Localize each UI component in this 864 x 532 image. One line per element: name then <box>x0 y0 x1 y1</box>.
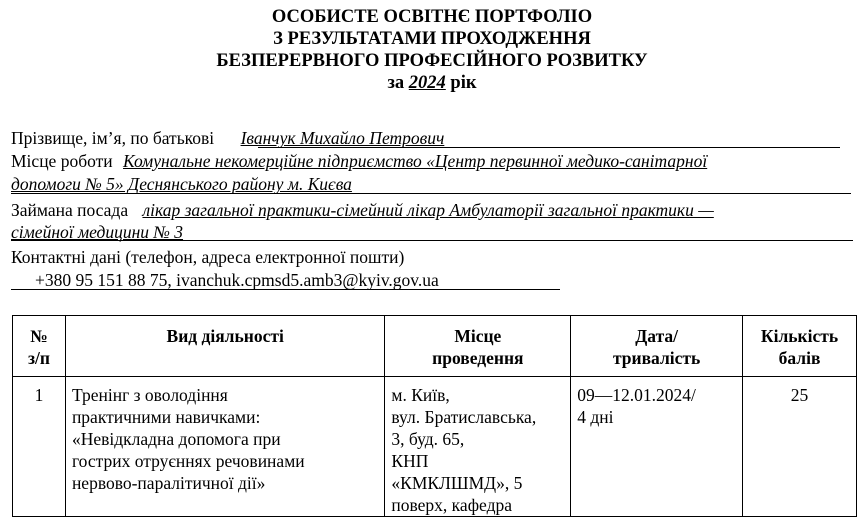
position-value-2: сімейної медицини № 3 <box>11 222 184 242</box>
cell-number: 1 <box>13 377 66 517</box>
header-place: Місце проведення <box>385 316 571 377</box>
position-value-1: лікар загальної практики-сімейний лікар Амбулаторії загальної практики — <box>142 200 714 220</box>
cell-points: 25 <box>743 377 857 517</box>
position-underline <box>11 240 853 241</box>
header-date: Дата/ тривалість <box>571 316 743 377</box>
workplace-value-2: допомоги № 5» Деснянського району м. Києва <box>11 174 352 194</box>
activities-table <box>12 315 857 517</box>
position-line-1 <box>11 199 714 221</box>
title-line-1: ОСОБИСТЕ ОСВІТНЄ ПОРТФОЛІО <box>271 7 593 27</box>
document-title <box>0 6 864 94</box>
contacts-underline <box>11 289 560 290</box>
header-points: Кількість балів <box>743 316 857 377</box>
workplace-value-1: Комунальне некомерційне підприємство «Центр первинної медико-санітарної <box>123 151 708 171</box>
table-header-row <box>13 316 857 377</box>
workplace-line-2 <box>11 173 352 195</box>
year-prefix: за <box>387 73 405 93</box>
cell-activity: Тренінг з оволодіння практичними навичками: «Невідкладна допомога при гострих отруєннях речовинами нервово-паралітичної дії» <box>65 377 384 517</box>
name-underline <box>258 147 840 148</box>
table-row <box>13 377 857 517</box>
header-activity: Вид діяльності <box>65 316 384 377</box>
name-label: Прізвище, ім’я, по батькові <box>11 128 215 148</box>
contacts-label: Контактні дані (телефон, адреса електронної пошти) <box>11 247 405 267</box>
workplace-line-1 <box>11 150 707 172</box>
year-value: 2024 <box>408 73 446 93</box>
year-suffix: рік <box>450 73 477 93</box>
title-year-line <box>0 72 864 94</box>
cell-place: м. Київ, вул. Братиславська, 3, буд. 65, КНП «КМКЛШМД», 5 поверх, кафедра <box>385 377 571 517</box>
name-line <box>11 127 444 149</box>
header-number: № з/п <box>13 316 66 377</box>
title-line-2: З РЕЗУЛЬТАТАМИ ПРОХОДЖЕННЯ <box>273 29 591 49</box>
workplace-label: Місце роботи <box>11 151 113 171</box>
cell-date: 09—12.01.2024/ 4 дні <box>571 377 743 517</box>
name-value: Іванчук Михайло Петрович <box>240 128 445 148</box>
workplace-underline <box>11 193 851 194</box>
contacts-value: +380 95 151 88 75, ivanchuk.cpmsd5.amb3@kyiv.gov.ua <box>35 270 439 290</box>
title-line-3: БЕЗПЕРЕРВНОГО ПРОФЕСІЙНОГО РОЗВИТКУ <box>216 51 648 71</box>
position-label: Займана посада <box>11 200 129 220</box>
